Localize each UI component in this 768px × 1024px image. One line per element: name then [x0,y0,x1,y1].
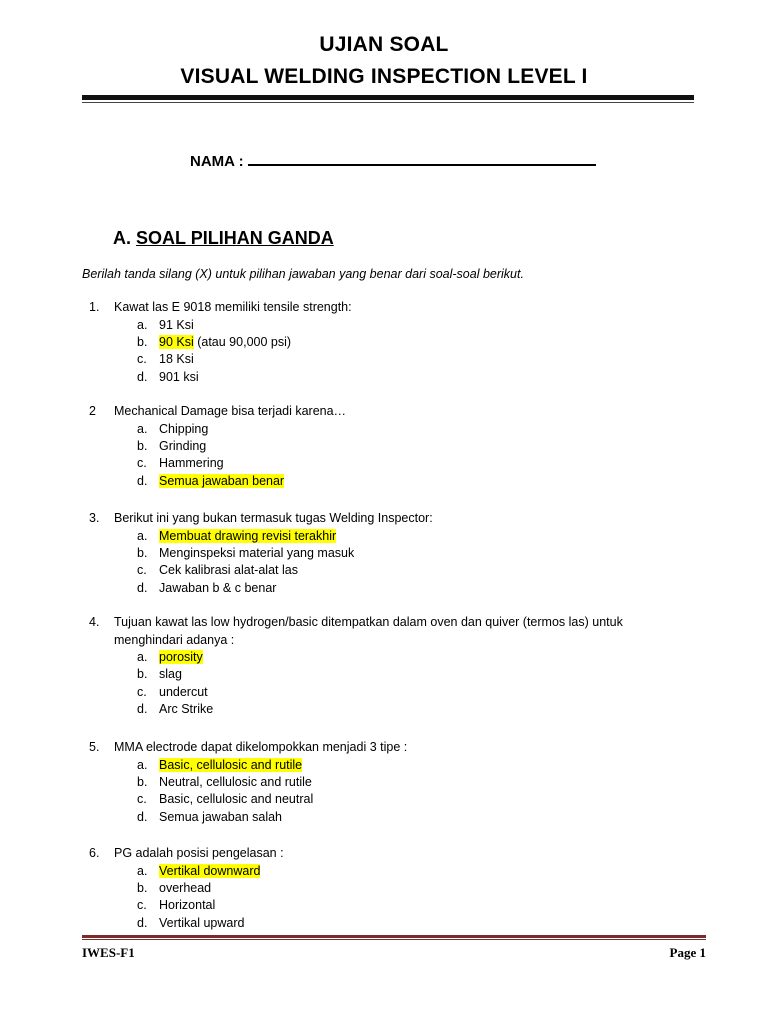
option-3a[interactable] [137,528,682,545]
option-letter: b. [137,545,148,560]
option-5a[interactable] [137,757,682,774]
footer-code: IWES-F1 [82,945,135,960]
option-text-highlighted: porosity [159,650,203,664]
question-text: Mechanical Damage bisa terjadi karena… [114,404,347,418]
question-text: PG adalah posisi pengelasan : [114,846,284,860]
question-number: 2 [89,404,96,418]
section-letter: A. [113,228,131,248]
option-4d[interactable] [137,701,682,718]
option-3d[interactable] [137,580,682,597]
page-number: Page 1 [669,945,706,960]
option-4a[interactable] [137,649,682,666]
option-text: Basic, cellulosic and neutral [159,792,314,807]
option-2b[interactable] [137,438,682,455]
option-text: Grinding [159,438,207,453]
question-text-line1: Tujuan kawat las low hydrogen/basic ditempatkan dalam oven dan quiver (termos las) untuk [114,615,623,629]
option-text: overhead [159,880,212,895]
option-letter: b. [137,667,148,682]
option-letter: a. [137,650,148,664]
question-number: 5. [89,740,100,754]
option-text: 901 ksi [159,369,199,384]
option-text: Cek kalibrasi alat-alat las [159,563,298,578]
option-letter: a. [137,757,148,772]
option-letter: d. [137,809,148,824]
option-letter: b. [137,880,148,895]
option-letter: d. [137,702,148,717]
option-1b[interactable] [137,334,682,351]
option-letter: b. [137,438,148,453]
section-heading [113,228,334,249]
option-text: Hammering [159,456,224,471]
option-6a[interactable] [137,863,682,880]
option-4c[interactable] [137,684,682,701]
question-6 [82,845,682,932]
question-number: 6. [89,846,100,860]
option-1c[interactable] [137,351,682,368]
option-text: Horizontal [159,898,216,913]
option-letter: d. [137,473,148,488]
option-text-highlighted: Membuat drawing revisi terakhir [159,528,337,543]
option-text: 91 Ksi [159,317,194,332]
question-2 [82,403,682,490]
option-6b[interactable] [137,880,682,897]
option-2d[interactable] [137,473,682,490]
option-letter: c. [137,684,147,699]
option-2a[interactable] [137,421,682,438]
name-blank-line[interactable] [248,150,596,166]
header-rule [82,95,694,105]
option-text-highlighted: Basic, cellulosic and rutile [159,757,303,772]
footer-rule [82,935,706,941]
option-3c[interactable] [137,562,682,579]
question-number: 4. [89,615,100,629]
option-text-highlighted: Semua jawaban benar [159,473,285,488]
option-letter: a. [137,528,148,543]
option-letter: c. [137,792,147,807]
option-text: slag [159,667,182,682]
option-text: Semua jawaban salah [159,809,282,824]
option-letter: a. [137,863,148,878]
exam-subtitle: VISUAL WELDING INSPECTION LEVEL I [180,65,588,88]
question-text: MMA electrode dapat dikelompokkan menjadi 3 tipe : [114,740,408,754]
option-5c[interactable] [137,791,682,808]
option-letter: c. [137,456,147,471]
option-text: Jawaban b & c benar [159,580,277,595]
question-number: 1. [89,300,100,314]
question-1 [82,299,682,386]
option-letter: d. [137,915,148,930]
option-letter: b. [137,334,148,349]
option-text: Chipping [159,421,209,436]
option-letter: c. [137,352,147,367]
option-text-highlighted: 90 Ksi [159,334,194,349]
option-3b[interactable] [137,545,682,562]
instruction-text: Berilah tanda silang (X) untuk pilihan jawaban yang benar dari soal-soal berikut. [82,267,524,281]
question-5 [82,739,682,826]
question-text: Berikut ini yang bukan termasuk tugas Welding Inspector: [114,511,433,525]
option-text-extra: (atau 90,000 psi) [193,334,292,349]
option-letter: d. [137,580,148,595]
option-letter: a. [137,421,148,436]
question-3 [82,510,682,597]
section-title: SOAL PILIHAN GANDA [136,228,334,248]
option-text: 18 Ksi [159,352,194,367]
question-text-line2: menghindari adanya : [114,632,235,647]
option-text-highlighted: Vertikal downward [159,863,261,878]
option-letter: c. [137,563,147,578]
question-number: 3. [89,511,100,525]
option-text: undercut [159,684,208,699]
question-text: Kawat las E 9018 memiliki tensile strength: [114,300,352,314]
name-field[interactable] [190,150,596,170]
option-letter: a. [137,317,148,332]
option-text: Neutral, cellulosic and rutile [159,774,312,789]
option-6c[interactable] [137,897,682,914]
option-5d[interactable] [137,809,682,826]
option-text: Menginspeksi material yang masuk [159,545,355,560]
name-label: NAMA : [190,153,244,170]
option-letter: b. [137,774,148,789]
option-1a[interactable] [137,317,682,334]
option-4b[interactable] [137,666,682,683]
option-text: Vertikal upward [159,915,245,930]
option-1d[interactable] [137,369,682,386]
option-letter: d. [137,369,148,384]
option-6d[interactable] [137,915,682,932]
option-5b[interactable] [137,774,682,791]
option-2c[interactable] [137,455,682,472]
question-4 [82,614,682,719]
option-letter: c. [137,898,147,913]
option-text: Arc Strike [159,702,214,717]
exam-title: UJIAN SOAL [319,33,449,56]
